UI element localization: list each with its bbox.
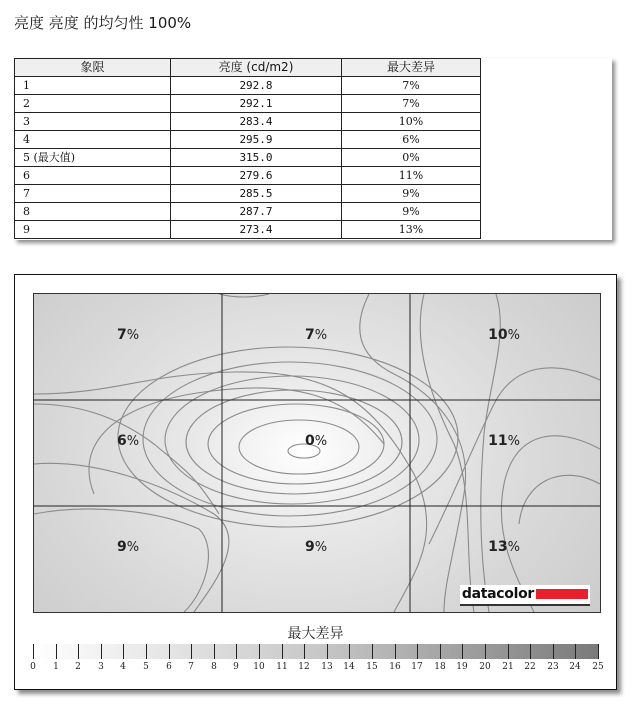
cell-label-8: 9% [304, 539, 328, 555]
legend-tick [123, 644, 124, 659]
cell-label-4: 6% [116, 433, 140, 449]
table-row [15, 167, 481, 185]
legend-tick [169, 644, 170, 659]
uniformity-chart-card [14, 274, 617, 690]
legend-tick [553, 644, 554, 659]
luminance-cell: 273.4 [171, 221, 342, 239]
legend-tick-label: 8 [211, 662, 217, 672]
legend-tick [575, 644, 576, 659]
legend-tick [598, 644, 599, 659]
zone-cell: 1 [15, 77, 171, 95]
luminance-cell: 279.6 [171, 167, 342, 185]
table-row [15, 131, 481, 149]
max-diff-cell: 10% [342, 113, 481, 131]
legend-tick-label: 7 [188, 662, 194, 672]
legend-tick [56, 644, 57, 659]
legend-tick-label: 0 [30, 662, 36, 672]
legend-tick-label: 17 [411, 662, 423, 672]
legend-tick-label: 20 [479, 662, 491, 672]
legend-tick-label: 4 [120, 662, 126, 672]
table-row [15, 203, 481, 221]
legend-tick [236, 644, 237, 659]
legend-tick-label: 11 [276, 662, 288, 672]
legend-tick-label: 25 [592, 662, 604, 672]
legend-ticks [33, 644, 599, 659]
legend-tick [101, 644, 102, 659]
header-max-diff: 最大差异 [342, 59, 481, 77]
legend-labels [30, 662, 604, 674]
legend-tick [440, 644, 441, 659]
legend-tick [462, 644, 463, 659]
legend-tick-label: 9 [233, 662, 239, 672]
luminance-cell: 287.7 [171, 203, 342, 221]
zone-cell: 5 (最大值) [15, 149, 171, 167]
legend-tick [530, 644, 531, 659]
max-diff-cell: 13% [342, 221, 481, 239]
legend-tick-label: 19 [456, 662, 468, 672]
zone-cell: 6 [15, 167, 171, 185]
legend-tick [508, 644, 509, 659]
zone-cell: 2 [15, 95, 171, 113]
legend-tick [146, 644, 147, 659]
legend-tick [327, 644, 328, 659]
legend-tick-label: 6 [166, 662, 172, 672]
cell-label-7: 9% [116, 539, 140, 555]
max-diff-cell: 9% [342, 185, 481, 203]
zone-cell: 8 [15, 203, 171, 221]
max-diff-cell: 0% [342, 149, 481, 167]
legend-tick [282, 644, 283, 659]
cell-label-3: 10% [488, 327, 520, 343]
legend-tick-label: 22 [524, 662, 536, 672]
legend-tick [417, 644, 418, 659]
table-header-row [15, 59, 481, 77]
legend-tick-label: 3 [98, 662, 104, 672]
max-diff-cell: 7% [342, 77, 481, 95]
cell-label-5: 0% [304, 433, 328, 449]
legend-tick [372, 644, 373, 659]
table-row [15, 77, 481, 95]
logo-red-bar [536, 589, 588, 599]
max-diff-cell: 9% [342, 203, 481, 221]
legend-tick-label: 12 [298, 662, 310, 672]
legend-tick [395, 644, 396, 659]
logo-text: datacolor [461, 586, 534, 602]
uniformity-table [14, 58, 481, 239]
cell-label-9: 13% [488, 539, 520, 555]
zone-cell: 7 [15, 185, 171, 203]
legend-tick [191, 644, 192, 659]
luminance-cell: 283.4 [171, 113, 342, 131]
table-row [15, 113, 481, 131]
legend-tick-label: 2 [75, 662, 81, 672]
luminance-cell: 292.1 [171, 95, 342, 113]
zone-cell: 4 [15, 131, 171, 149]
legend-tick-label: 23 [547, 662, 559, 672]
max-diff-cell: 11% [342, 167, 481, 185]
legend-tick-label: 18 [434, 662, 446, 672]
zone-cell: 3 [15, 113, 171, 131]
legend-tick-label: 21 [502, 662, 514, 672]
cell-label-6: 11% [488, 433, 520, 449]
legend-tick [214, 644, 215, 659]
luminance-cell: 295.9 [171, 131, 342, 149]
legend-tick-label: 5 [143, 662, 149, 672]
page-title: 亮度 亮度 的均匀性 100% [14, 14, 192, 32]
datacolor-logo [460, 585, 590, 606]
cell-label-1: 7% [116, 327, 140, 343]
legend-title: 最大差异 [287, 626, 344, 642]
legend-tick-label: 14 [343, 662, 355, 672]
luminance-cell: 292.8 [171, 77, 342, 95]
legend-tick [349, 644, 350, 659]
max-diff-cell: 6% [342, 131, 481, 149]
uniformity-contour-plot [33, 293, 601, 613]
legend-tick-label: 16 [389, 662, 401, 672]
legend-tick [33, 644, 34, 659]
luminance-cell: 315.0 [171, 149, 342, 167]
legend-tick [78, 644, 79, 659]
uniformity-table-card [14, 58, 612, 240]
legend-tick [304, 644, 305, 659]
legend-tick-label: 13 [321, 662, 333, 672]
header-luminance: 亮度 (cd/m2) [171, 59, 342, 77]
legend-tick-label: 15 [366, 662, 378, 672]
table-row [15, 185, 481, 203]
zone-cell: 9 [15, 221, 171, 239]
header-zone: 象限 [15, 59, 171, 77]
legend-tick [485, 644, 486, 659]
table-row [15, 95, 481, 113]
cell-label-2: 7% [304, 327, 328, 343]
max-diff-cell: 7% [342, 95, 481, 113]
legend-tick [259, 644, 260, 659]
table-row [15, 149, 481, 167]
legend-tick-label: 1 [53, 662, 59, 672]
table-row [15, 221, 481, 239]
legend-tick-label: 24 [569, 662, 581, 672]
luminance-cell: 285.5 [171, 185, 342, 203]
legend-tick-label: 10 [253, 662, 265, 672]
